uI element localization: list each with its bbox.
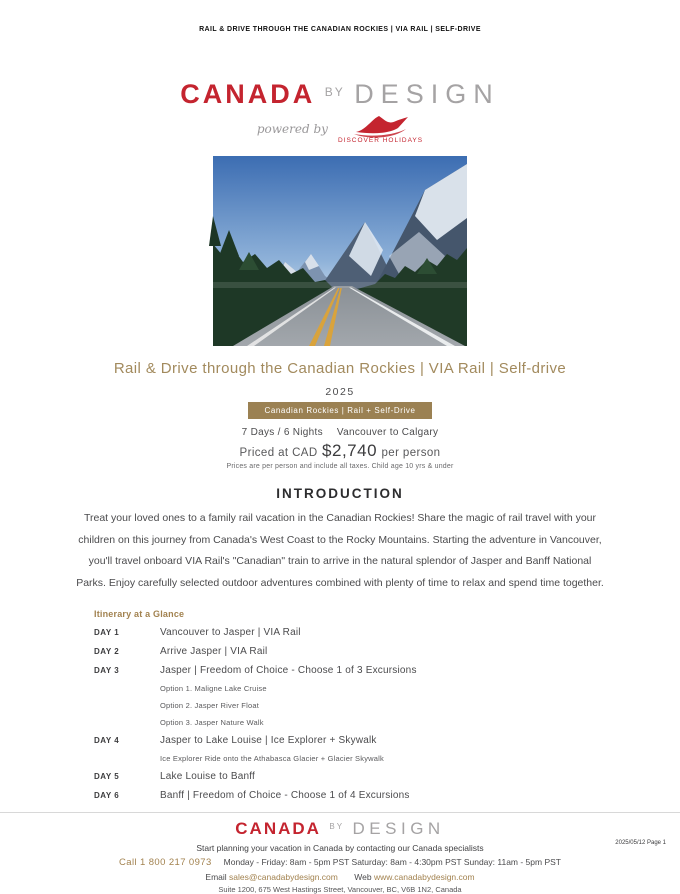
footer-brand-wordmark <box>0 819 680 839</box>
day-label: DAY 6 <box>94 791 120 800</box>
day-label: DAY 4 <box>94 736 120 745</box>
hero-photo-highway-rockies <box>213 156 467 346</box>
brand-word-by: BY <box>329 822 345 831</box>
page-number-note: 2025/05/12 Page 1 <box>615 840 666 846</box>
trip-duration-route <box>0 427 680 438</box>
day-text: Lake Louise to Banff <box>160 771 255 782</box>
day-text: Banff | Freedom of Choice - Choose 1 of 4 Excursions <box>160 790 410 801</box>
footer-tagline: Start planning your vacation in Canada by contacting our Canada specialists <box>196 843 484 853</box>
brand-word-design: DESIGN <box>352 819 445 838</box>
trip-route: Vancouver to Calgary <box>336 427 439 438</box>
trip-price-line <box>0 441 680 461</box>
footer <box>0 813 680 894</box>
brand-word-design: DESIGN <box>354 79 500 109</box>
day-label: DAY 5 <box>94 772 120 781</box>
powered-by-block <box>0 114 680 144</box>
day-text: Jasper | Freedom of Choice - Choose 1 of 3 Excursions <box>160 665 417 676</box>
itinerary-heading: Itinerary at a Glance <box>94 609 185 619</box>
itinerary-day-row <box>94 735 594 746</box>
introduction-heading: INTRODUCTION <box>276 486 404 501</box>
website-link[interactable]: www.canadabydesign.com <box>373 872 475 882</box>
office-hours: Monday - Friday: 8am - 5pm PST Saturday: 8am - 4:30pm PST Sunday: 11am - 5pm PST <box>223 857 561 867</box>
trip-title: Rail & Drive through the Canadian Rockies | VIA Rail | Self-drive <box>113 360 567 377</box>
trip-duration: 7 Days / 6 Nights <box>241 427 323 438</box>
brand-word-by: BY <box>324 85 345 99</box>
itinerary-day-row <box>94 627 594 638</box>
brand-word-canada: CANADA <box>180 79 316 109</box>
day-text: Vancouver to Jasper | VIA Rail <box>160 627 301 638</box>
day-label: DAY 1 <box>94 628 120 637</box>
itinerary-option-row: Option 3. Jasper Nature Walk <box>160 718 264 727</box>
footer-call-line <box>0 857 680 868</box>
price-fine-print: Prices are per person and include all taxes. Child age 10 yrs & under <box>226 463 454 470</box>
day-label: DAY 2 <box>94 647 120 656</box>
introduction-paragraph: Treat your loved ones to a family rail vacation in the Canadian Rockies! Share the magic of rail travel with your children on this journey from Canada's West Coast to the Rocky Mountains. Starting the adventure in Vancouver, you'll travel onboard VIA Rail's "Canadian" train to arrive in the natural splendor of Jasper and Banff National Parks. Enjoy carefully selected outdoor adventures combined with plenty of time to relax and spend time together. <box>76 512 604 589</box>
itinerary-option-row: Option 2. Jasper River Float <box>160 701 259 710</box>
price-suffix: per person <box>381 447 441 459</box>
footer-address: Suite 1200, 675 West Hastings Street, Vancouver, BC, V6B 1N2, Canada <box>218 885 462 894</box>
partner-name: DISCOVER HOLIDAYS <box>337 137 424 144</box>
brand-word-canada: CANADA <box>235 819 321 838</box>
email-label: Email <box>205 872 227 882</box>
mountain-swoosh-icon <box>352 114 410 138</box>
price-amount: $2,740 <box>322 441 378 460</box>
phone-link[interactable]: Call 1 800 217 0973 <box>119 857 212 868</box>
brand-logo <box>0 79 680 144</box>
itinerary-day-row <box>94 771 594 782</box>
powered-by-text: powered by <box>256 122 328 136</box>
footer-contact-line <box>0 872 680 882</box>
web-label: Web <box>354 872 372 882</box>
trip-year: 2025 <box>325 386 355 398</box>
day-text: Arrive Jasper | VIA Rail <box>160 646 268 657</box>
trip-category-badge: Canadian Rockies | Rail + Self-Drive <box>248 402 431 419</box>
brand-wordmark <box>0 79 680 110</box>
itinerary-day-row <box>94 646 594 657</box>
day-text: Jasper to Lake Louise | Ice Explorer + Skywalk <box>160 735 377 746</box>
running-header: RAIL & DRIVE THROUGH THE CANADIAN ROCKIES | VIA RAIL | SELF-DRIVE <box>199 26 481 33</box>
discover-holidays-logo <box>338 114 423 144</box>
email-link[interactable]: sales@canadabydesign.com <box>229 872 338 882</box>
itinerary-day-row <box>94 665 594 676</box>
itinerary-option-row: Ice Explorer Ride onto the Athabasca Glacier + Glacier Skywalk <box>160 754 384 763</box>
itinerary-day-row <box>94 790 594 801</box>
itinerary-rows <box>94 627 594 801</box>
price-prefix: Priced at CAD <box>239 447 318 459</box>
day-label: DAY 3 <box>94 666 120 675</box>
itinerary-option-row: Option 1. Maligne Lake Cruise <box>160 684 267 693</box>
itinerary-section <box>94 609 594 801</box>
